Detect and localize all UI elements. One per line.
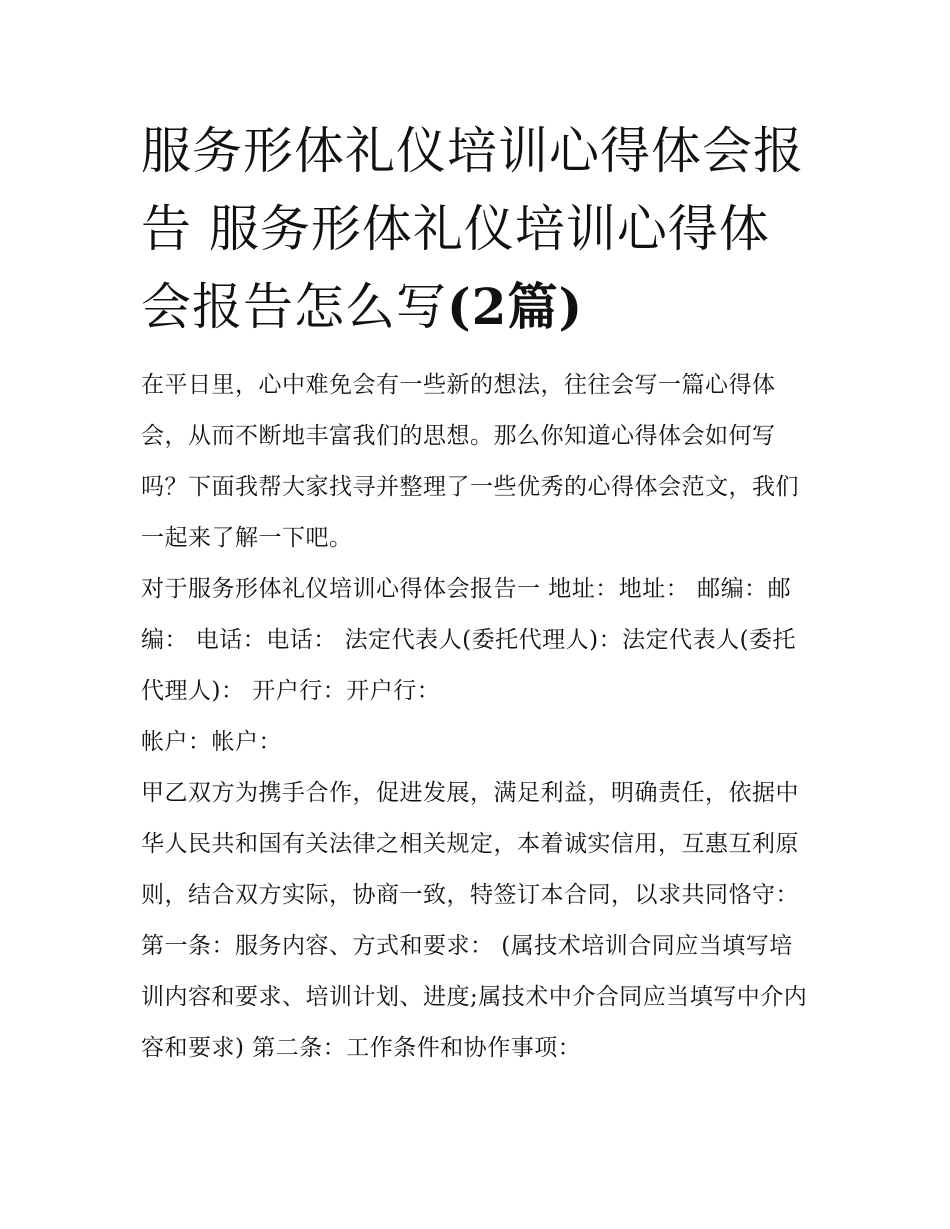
article-one-paragraph: 第一条：服务内容、方式和要求： (属技术培训合同应当填写培训内容和要求、培训计划、进度;属技术中介合同应当填写中介内容和要求) 第二条：工作条件和协作事项： <box>141 933 808 1061</box>
document-content <box>141 112 813 1074</box>
agreement-preamble-paragraph: 甲乙双方为携手合作，促进发展，满足利益，明确责任，依据中华人民共和国有关法律之相关规定，本着诚实信用，互惠互利原则，结合双方实际，协商一致，特签订本合同，以求共同恪守： <box>141 780 799 908</box>
document-title <box>141 112 813 346</box>
account-paragraph: 帐户：帐户： <box>141 729 282 755</box>
contact-info-paragraph: 对于服务形体礼仪培训心得体会报告一 地址：地址： 邮编：邮编： 电话：电话： 法定代表人(委托代理人)：法定代表人(委托代理人)： 开户行：开户行： <box>141 576 797 704</box>
document-title-suffix: (2篇) <box>447 277 584 336</box>
document-title-main: 服务形体礼仪培训心得体会报告 服务形体礼仪培训心得体会报告怎么写 <box>141 122 804 336</box>
intro-paragraph: 在平日里，心中难免会有一些新的想法，往往会写一篇心得体会，从而不断地丰富我们的思想。那么你知道心得体会如何写吗？下面我帮大家找寻并整理了一些优秀的心得体会范文，我们一起来了解一下吧。 <box>141 372 799 551</box>
